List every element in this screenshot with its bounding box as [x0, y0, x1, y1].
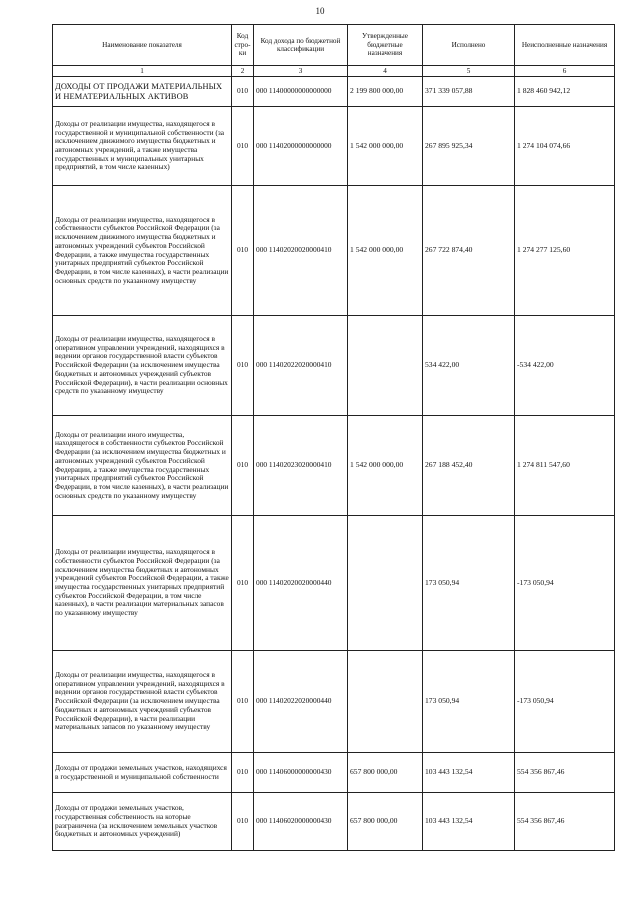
row-budget-code: 000 11402022020000440 — [254, 651, 348, 753]
row-line-code: 010 — [232, 316, 254, 416]
table-row — [53, 77, 615, 107]
row-approved: 1 542 000 000,00 — [348, 186, 423, 316]
row-budget-code: 000 11400000000000000 — [254, 77, 348, 107]
row-name: Доходы от реализации имущества, находящегося в государственной и муниципальной собственности (за исключением движимого имущества бюджетных и автономных учреждений, а также имущества государственных и муниципальных унитарных предприятий, в том числе казенных) — [53, 107, 232, 186]
header-row — [53, 25, 615, 66]
table-row — [53, 416, 615, 516]
row-budget-code: 000 11406020000000430 — [254, 793, 348, 851]
row-executed: 267 895 925,34 — [423, 107, 515, 186]
row-line-code: 010 — [232, 77, 254, 107]
row-unexecuted: -534 422,00 — [515, 316, 615, 416]
row-budget-code: 000 11402023020000410 — [254, 416, 348, 516]
row-name: Доходы от продажи земельных участков, находящихся в государственной и муниципальной собственности — [53, 753, 232, 793]
header-budget-code: Код дохода по бюджетной классификации — [254, 25, 348, 66]
row-line-code: 010 — [232, 516, 254, 651]
column-number: 4 — [348, 66, 423, 77]
header-executed: Исполнено — [423, 25, 515, 66]
row-line-code: 010 — [232, 651, 254, 753]
row-budget-code: 000 11402020020000440 — [254, 516, 348, 651]
row-unexecuted: 554 356 867,46 — [515, 753, 615, 793]
table-row — [53, 651, 615, 753]
row-unexecuted: 1 274 811 547,60 — [515, 416, 615, 516]
row-line-code: 010 — [232, 753, 254, 793]
table-row — [53, 186, 615, 316]
row-executed: 534 422,00 — [423, 316, 515, 416]
row-approved: 657 800 000,00 — [348, 793, 423, 851]
table-row — [53, 107, 615, 186]
table-row — [53, 793, 615, 851]
column-number: 6 — [515, 66, 615, 77]
page-number: 10 — [315, 6, 325, 16]
column-number: 2 — [232, 66, 254, 77]
row-executed: 173 050,94 — [423, 516, 515, 651]
row-unexecuted: 554 356 867,46 — [515, 793, 615, 851]
row-name: ДОХОДЫ ОТ ПРОДАЖИ МАТЕРИАЛЬНЫХ И НЕМАТЕРИАЛЬНЫХ АКТИВОВ — [53, 77, 232, 107]
row-approved — [348, 516, 423, 651]
row-approved: 1 542 000 000,00 — [348, 107, 423, 186]
row-name: Доходы от реализации имущества, находящегося в оперативном управлении учреждений, находящихся в ведении органов государственной власти субъектов Российской Федерации (за исключением имущества бюджетных и автономных учреждений субъектов Российской Федерации), в части реализации основных средств по указанному имуществу — [53, 316, 232, 416]
row-budget-code: 000 11402022020000410 — [254, 316, 348, 416]
row-budget-code: 000 11402000000000000 — [254, 107, 348, 186]
row-name: Доходы от реализации имущества, находящегося в оперативном управлении учреждений, находящихся в ведении органов государственной власти субъектов Российской Федерации (за исключением имущества бюджетных и автономных учреждений субъектов Российской Федерации), в части реализации материальных запасов по указанному имуществу — [53, 651, 232, 753]
row-executed: 371 339 057,88 — [423, 77, 515, 107]
header-name: Наименование показателя — [53, 25, 232, 66]
row-executed: 267 188 452,40 — [423, 416, 515, 516]
row-line-code: 010 — [232, 416, 254, 516]
row-executed: 173 050,94 — [423, 651, 515, 753]
row-approved: 657 800 000,00 — [348, 753, 423, 793]
revenue-execution-table — [52, 24, 615, 851]
column-number: 1 — [53, 66, 232, 77]
row-unexecuted: -173 050,94 — [515, 651, 615, 753]
table-row — [53, 316, 615, 416]
row-unexecuted: -173 050,94 — [515, 516, 615, 651]
table-row — [53, 516, 615, 651]
header-line-code: Код стро-ки — [232, 25, 254, 66]
row-unexecuted: 1 274 104 074,66 — [515, 107, 615, 186]
table-row — [53, 753, 615, 793]
header-approved: Утвержденные бюджетные назначения — [348, 25, 423, 66]
row-executed: 103 443 132,54 — [423, 753, 515, 793]
row-unexecuted: 1 828 460 942,12 — [515, 77, 615, 107]
row-approved: 1 542 000 000,00 — [348, 416, 423, 516]
row-approved — [348, 316, 423, 416]
row-budget-code: 000 11402020020000410 — [254, 186, 348, 316]
row-budget-code: 000 11406000000000430 — [254, 753, 348, 793]
row-executed: 103 443 132,54 — [423, 793, 515, 851]
row-line-code: 010 — [232, 793, 254, 851]
row-name: Доходы от реализации иного имущества, находящегося в собственности субъектов Российской Федерации (за исключением имущества бюджетных и автономных учреждений субъектов Российской Федерации, а также имущества государственных унитарных предприятий субъектов Российской Федерации, в том числе казенных), в части реализации основных средств по указанному имуществу — [53, 416, 232, 516]
row-unexecuted: 1 274 277 125,60 — [515, 186, 615, 316]
header-unexecuted: Неисполненные назначения — [515, 25, 615, 66]
row-line-code: 010 — [232, 186, 254, 316]
row-approved: 2 199 800 000,00 — [348, 77, 423, 107]
column-number: 5 — [423, 66, 515, 77]
row-name: Доходы от реализации имущества, находящегося в собственности субъектов Российской Федерации (за исключением движимого имущества бюджетных и автономных учреждений субъектов Российской Федерации, а также имущества государственных унитарных предприятий субъектов Российской Федерации, в том числе казенных), в части реализации основных средств по указанному имуществу — [53, 186, 232, 316]
row-name: Доходы от продажи земельных участков, государственная собственность на которые разграничена (за исключением земельных участков бюджетных и автономных учреждений) — [53, 793, 232, 851]
row-executed: 267 722 874,40 — [423, 186, 515, 316]
row-approved — [348, 651, 423, 753]
row-line-code: 010 — [232, 107, 254, 186]
column-number: 3 — [254, 66, 348, 77]
column-number-row — [53, 66, 615, 77]
row-name: Доходы от реализации имущества, находящегося в собственности субъектов Российской Федерации (за исключением имущества бюджетных и автономных учреждений субъектов Российской Федерации, а также имущества государственных унитарных предприятий субъектов Российской Федерации, в том числе казенных), в части реализации материальных запасов по указанному имуществу — [53, 516, 232, 651]
